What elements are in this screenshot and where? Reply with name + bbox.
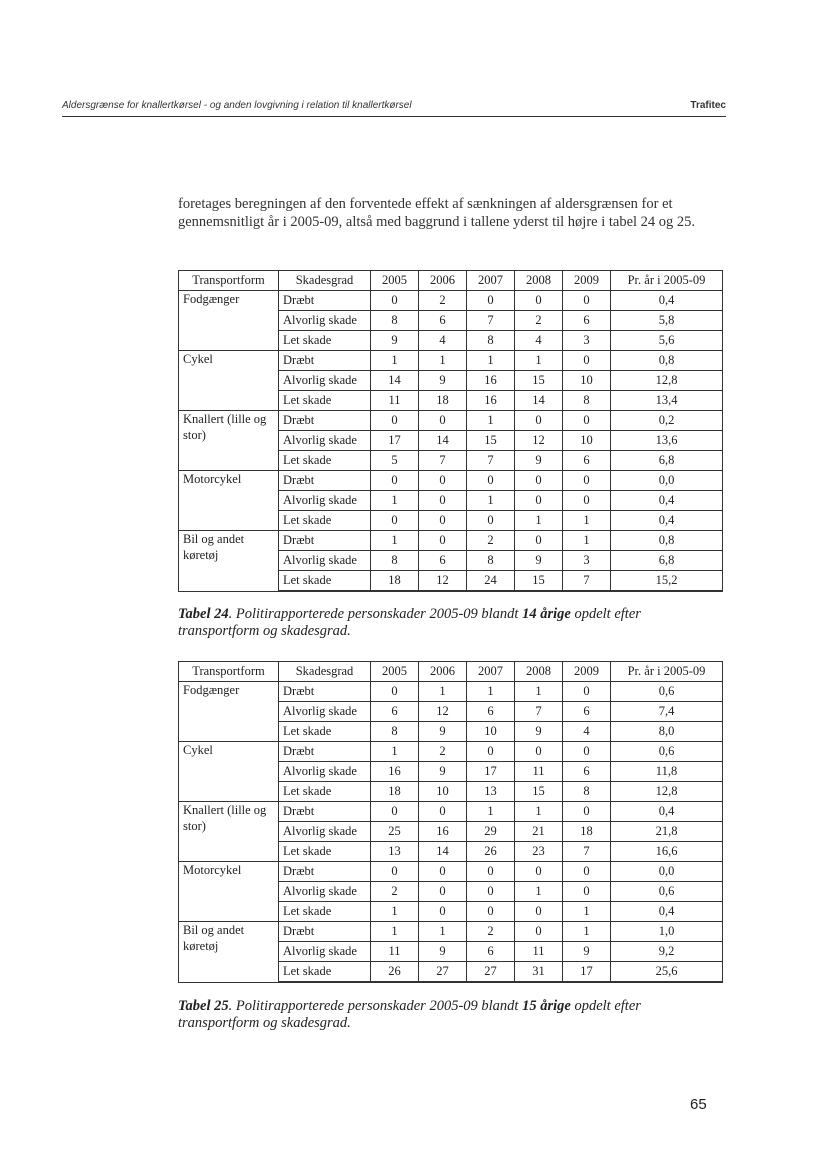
severity-cell: Let skade [279, 902, 371, 922]
value-cell: 11 [371, 942, 419, 962]
value-cell: 15 [467, 431, 515, 451]
average-cell: 6,8 [611, 451, 723, 471]
average-cell: 0,6 [611, 742, 723, 762]
average-cell: 0,4 [611, 902, 723, 922]
value-cell: 6 [467, 942, 515, 962]
average-cell: 12,8 [611, 782, 723, 802]
value-cell: 9 [515, 451, 563, 471]
value-cell: 0 [515, 411, 563, 431]
transport-group-cell: Cykel [179, 351, 279, 411]
value-cell: 6 [371, 702, 419, 722]
value-cell: 0 [419, 882, 467, 902]
value-cell: 27 [467, 962, 515, 983]
transport-group-cell: Motorcykel [179, 862, 279, 922]
value-cell: 8 [563, 391, 611, 411]
value-cell: 9 [419, 371, 467, 391]
value-cell: 9 [515, 722, 563, 742]
value-cell: 14 [371, 371, 419, 391]
severity-cell: Alvorlig skade [279, 882, 371, 902]
value-cell: 2 [467, 531, 515, 551]
transport-group-cell: Knallert (lille og stor) [179, 802, 279, 862]
value-cell: 2 [467, 922, 515, 942]
value-cell: 4 [419, 331, 467, 351]
severity-cell: Let skade [279, 331, 371, 351]
table-25 [178, 661, 723, 983]
severity-cell: Let skade [279, 511, 371, 531]
value-cell: 0 [467, 742, 515, 762]
column-header: Transportform [179, 271, 279, 291]
value-cell: 16 [371, 762, 419, 782]
value-cell: 0 [371, 682, 419, 702]
value-cell: 25 [371, 822, 419, 842]
value-cell: 1 [419, 922, 467, 942]
value-cell: 2 [515, 311, 563, 331]
average-cell: 16,6 [611, 842, 723, 862]
value-cell: 1 [419, 351, 467, 371]
value-cell: 1 [467, 351, 515, 371]
value-cell: 0 [467, 291, 515, 311]
value-cell: 0 [515, 471, 563, 491]
header-title: Aldersgrænse for knallertkørsel - og anden lovgivning i relation til knallertkørsel [62, 100, 412, 111]
value-cell: 1 [515, 682, 563, 702]
table-header-row [179, 662, 723, 682]
value-cell: 18 [419, 391, 467, 411]
value-cell: 31 [515, 962, 563, 983]
value-cell: 6 [563, 311, 611, 331]
value-cell: 1 [371, 742, 419, 762]
average-cell: 6,8 [611, 551, 723, 571]
value-cell: 0 [563, 742, 611, 762]
average-cell: 0,0 [611, 862, 723, 882]
severity-cell: Alvorlig skade [279, 762, 371, 782]
value-cell: 6 [563, 762, 611, 782]
value-cell: 4 [515, 331, 563, 351]
average-cell: 13,6 [611, 431, 723, 451]
table-row [179, 802, 723, 822]
value-cell: 6 [563, 451, 611, 471]
value-cell: 12 [515, 431, 563, 451]
value-cell: 0 [515, 742, 563, 762]
average-cell: 9,2 [611, 942, 723, 962]
value-cell: 1 [371, 491, 419, 511]
value-cell: 8 [371, 722, 419, 742]
column-header: 2005 [371, 662, 419, 682]
value-cell: 1 [515, 351, 563, 371]
average-cell: 11,8 [611, 762, 723, 782]
severity-cell: Alvorlig skade [279, 551, 371, 571]
severity-cell: Alvorlig skade [279, 822, 371, 842]
column-header: Pr. år i 2005-09 [611, 271, 723, 291]
average-cell: 0,8 [611, 351, 723, 371]
value-cell: 10 [467, 722, 515, 742]
column-header: 2008 [515, 271, 563, 291]
value-cell: 2 [371, 882, 419, 902]
value-cell: 9 [419, 942, 467, 962]
column-header: 2008 [515, 662, 563, 682]
average-cell: 8,0 [611, 722, 723, 742]
value-cell: 14 [419, 842, 467, 862]
severity-cell: Alvorlig skade [279, 702, 371, 722]
value-cell: 9 [515, 551, 563, 571]
value-cell: 16 [467, 391, 515, 411]
value-cell: 0 [419, 471, 467, 491]
value-cell: 2 [419, 291, 467, 311]
value-cell: 1 [371, 922, 419, 942]
value-cell: 7 [467, 451, 515, 471]
caption-text: opdelt efter transportform og skadesgrad. [178, 998, 641, 1031]
running-header [62, 100, 726, 117]
header-brand: Trafitec [690, 100, 726, 111]
severity-cell: Alvorlig skade [279, 942, 371, 962]
value-cell: 21 [515, 822, 563, 842]
value-cell: 8 [467, 551, 515, 571]
severity-cell: Alvorlig skade [279, 311, 371, 331]
value-cell: 0 [515, 291, 563, 311]
average-cell: 25,6 [611, 962, 723, 983]
value-cell: 14 [419, 431, 467, 451]
column-header: 2009 [563, 662, 611, 682]
value-cell: 0 [563, 471, 611, 491]
value-cell: 18 [371, 571, 419, 592]
transport-group-cell: Knallert (lille og stor) [179, 411, 279, 471]
value-cell: 8 [563, 782, 611, 802]
value-cell: 0 [515, 862, 563, 882]
average-cell: 13,4 [611, 391, 723, 411]
value-cell: 17 [467, 762, 515, 782]
value-cell: 0 [563, 351, 611, 371]
value-cell: 1 [563, 922, 611, 942]
severity-cell: Dræbt [279, 351, 371, 371]
severity-cell: Let skade [279, 571, 371, 592]
transport-group-cell: Fodgænger [179, 682, 279, 742]
caption-text: . Politirapporterede personskader 2005-09 blandt [228, 998, 523, 1014]
value-cell: 3 [563, 551, 611, 571]
severity-cell: Dræbt [279, 682, 371, 702]
value-cell: 0 [563, 802, 611, 822]
value-cell: 10 [563, 371, 611, 391]
value-cell: 0 [419, 531, 467, 551]
value-cell: 8 [467, 331, 515, 351]
value-cell: 0 [419, 511, 467, 531]
column-header: Skadesgrad [279, 271, 371, 291]
severity-cell: Let skade [279, 782, 371, 802]
average-cell: 21,8 [611, 822, 723, 842]
value-cell: 7 [467, 311, 515, 331]
severity-cell: Dræbt [279, 862, 371, 882]
severity-cell: Dræbt [279, 802, 371, 822]
caption-text: opdelt efter transportform og skadesgrad. [178, 606, 641, 639]
value-cell: 0 [467, 882, 515, 902]
transport-group-cell: Fodgænger [179, 291, 279, 351]
value-cell: 0 [467, 862, 515, 882]
value-cell: 6 [419, 311, 467, 331]
value-cell: 11 [515, 762, 563, 782]
value-cell: 0 [515, 902, 563, 922]
value-cell: 0 [419, 411, 467, 431]
value-cell: 5 [371, 451, 419, 471]
value-cell: 6 [467, 702, 515, 722]
average-cell: 0,4 [611, 291, 723, 311]
column-header: 2007 [467, 662, 515, 682]
value-cell: 0 [419, 902, 467, 922]
caption-label: Tabel 24 [178, 606, 229, 622]
column-header: 2009 [563, 271, 611, 291]
transport-group-cell: Motorcykel [179, 471, 279, 531]
value-cell: 9 [419, 762, 467, 782]
average-cell: 0,6 [611, 882, 723, 902]
value-cell: 9 [371, 331, 419, 351]
column-header: 2006 [419, 662, 467, 682]
average-cell: 1,0 [611, 922, 723, 942]
table-row [179, 291, 723, 311]
value-cell: 7 [563, 842, 611, 862]
value-cell: 1 [419, 682, 467, 702]
column-header: Transportform [179, 662, 279, 682]
caption-text: . Politirapporterede personskader 2005-09 blandt [228, 606, 523, 622]
value-cell: 1 [515, 802, 563, 822]
value-cell: 0 [371, 411, 419, 431]
page-number: 65 [690, 1096, 707, 1113]
table-row [179, 922, 723, 942]
average-cell: 15,2 [611, 571, 723, 592]
value-cell: 1 [371, 351, 419, 371]
severity-cell: Alvorlig skade [279, 491, 371, 511]
value-cell: 15 [515, 571, 563, 592]
average-cell: 0,4 [611, 802, 723, 822]
value-cell: 1 [515, 882, 563, 902]
value-cell: 11 [515, 942, 563, 962]
value-cell: 18 [371, 782, 419, 802]
value-cell: 9 [563, 942, 611, 962]
average-cell: 0,4 [611, 491, 723, 511]
value-cell: 4 [563, 722, 611, 742]
severity-cell: Dræbt [279, 742, 371, 762]
value-cell: 10 [563, 431, 611, 451]
value-cell: 0 [563, 882, 611, 902]
table-row [179, 351, 723, 371]
value-cell: 0 [371, 862, 419, 882]
value-cell: 3 [563, 331, 611, 351]
value-cell: 16 [419, 822, 467, 842]
value-cell: 18 [563, 822, 611, 842]
value-cell: 0 [563, 411, 611, 431]
severity-cell: Let skade [279, 451, 371, 471]
value-cell: 24 [467, 571, 515, 592]
column-header: 2007 [467, 271, 515, 291]
value-cell: 1 [467, 802, 515, 822]
caption-label: Tabel 25 [178, 998, 229, 1014]
value-cell: 16 [467, 371, 515, 391]
severity-cell: Let skade [279, 842, 371, 862]
value-cell: 15 [515, 782, 563, 802]
value-cell: 27 [419, 962, 467, 983]
value-cell: 29 [467, 822, 515, 842]
value-cell: 0 [515, 922, 563, 942]
severity-cell: Let skade [279, 962, 371, 983]
table-row [179, 862, 723, 882]
severity-cell: Dræbt [279, 531, 371, 551]
value-cell: 0 [371, 291, 419, 311]
value-cell: 0 [515, 491, 563, 511]
column-header: Skadesgrad [279, 662, 371, 682]
value-cell: 9 [419, 722, 467, 742]
average-cell: 0,2 [611, 411, 723, 431]
value-cell: 2 [419, 742, 467, 762]
average-cell: 12,8 [611, 371, 723, 391]
average-cell: 0,0 [611, 471, 723, 491]
value-cell: 0 [419, 862, 467, 882]
average-cell: 0,4 [611, 511, 723, 531]
value-cell: 1 [563, 531, 611, 551]
transport-group-cell: Bil og andet køretøj [179, 531, 279, 592]
value-cell: 8 [371, 551, 419, 571]
average-cell: 5,6 [611, 331, 723, 351]
value-cell: 0 [563, 682, 611, 702]
value-cell: 11 [371, 391, 419, 411]
table-25-caption [178, 998, 718, 1032]
table-row [179, 411, 723, 431]
value-cell: 1 [467, 682, 515, 702]
value-cell: 13 [467, 782, 515, 802]
average-cell: 0,8 [611, 531, 723, 551]
table-row [179, 471, 723, 491]
table-header-row [179, 271, 723, 291]
value-cell: 10 [419, 782, 467, 802]
value-cell: 0 [371, 802, 419, 822]
severity-cell: Dræbt [279, 471, 371, 491]
value-cell: 6 [419, 551, 467, 571]
caption-emphasis: 14 årige [522, 606, 571, 622]
severity-cell: Let skade [279, 391, 371, 411]
column-header: 2005 [371, 271, 419, 291]
transport-group-cell: Cykel [179, 742, 279, 802]
severity-cell: Dræbt [279, 411, 371, 431]
value-cell: 0 [419, 802, 467, 822]
table-row [179, 742, 723, 762]
severity-cell: Alvorlig skade [279, 371, 371, 391]
value-cell: 1 [467, 491, 515, 511]
value-cell: 6 [563, 702, 611, 722]
value-cell: 8 [371, 311, 419, 331]
average-cell: 7,4 [611, 702, 723, 722]
value-cell: 14 [515, 391, 563, 411]
value-cell: 26 [467, 842, 515, 862]
value-cell: 17 [371, 431, 419, 451]
value-cell: 0 [467, 471, 515, 491]
intro-paragraph: foretages beregningen af den forventede effekt af sænkningen af aldersgrænsen for et gennemsnitligt år i 2005-09, altså med baggrund i tallene yderst til højre i tabel 24 og 25. [178, 196, 696, 230]
value-cell: 1 [371, 902, 419, 922]
value-cell: 1 [515, 511, 563, 531]
value-cell: 1 [563, 511, 611, 531]
value-cell: 26 [371, 962, 419, 983]
severity-cell: Dræbt [279, 291, 371, 311]
value-cell: 12 [419, 571, 467, 592]
value-cell: 0 [563, 491, 611, 511]
value-cell: 0 [563, 291, 611, 311]
value-cell: 0 [515, 531, 563, 551]
value-cell: 17 [563, 962, 611, 983]
table-row [179, 682, 723, 702]
value-cell: 13 [371, 842, 419, 862]
severity-cell: Let skade [279, 722, 371, 742]
column-header: Pr. år i 2005-09 [611, 662, 723, 682]
value-cell: 7 [419, 451, 467, 471]
value-cell: 1 [371, 531, 419, 551]
value-cell: 0 [419, 491, 467, 511]
average-cell: 0,6 [611, 682, 723, 702]
value-cell: 15 [515, 371, 563, 391]
value-cell: 0 [467, 511, 515, 531]
value-cell: 1 [563, 902, 611, 922]
table-row [179, 531, 723, 551]
value-cell: 0 [371, 471, 419, 491]
value-cell: 7 [563, 571, 611, 592]
average-cell: 5,8 [611, 311, 723, 331]
severity-cell: Alvorlig skade [279, 431, 371, 451]
value-cell: 0 [467, 902, 515, 922]
value-cell: 12 [419, 702, 467, 722]
severity-cell: Dræbt [279, 922, 371, 942]
transport-group-cell: Bil og andet køretøj [179, 922, 279, 983]
value-cell: 0 [563, 862, 611, 882]
table-24-caption [178, 606, 718, 640]
value-cell: 23 [515, 842, 563, 862]
table-24 [178, 270, 723, 592]
value-cell: 7 [515, 702, 563, 722]
value-cell: 0 [371, 511, 419, 531]
caption-emphasis: 15 årige [522, 998, 571, 1014]
value-cell: 1 [467, 411, 515, 431]
column-header: 2006 [419, 271, 467, 291]
